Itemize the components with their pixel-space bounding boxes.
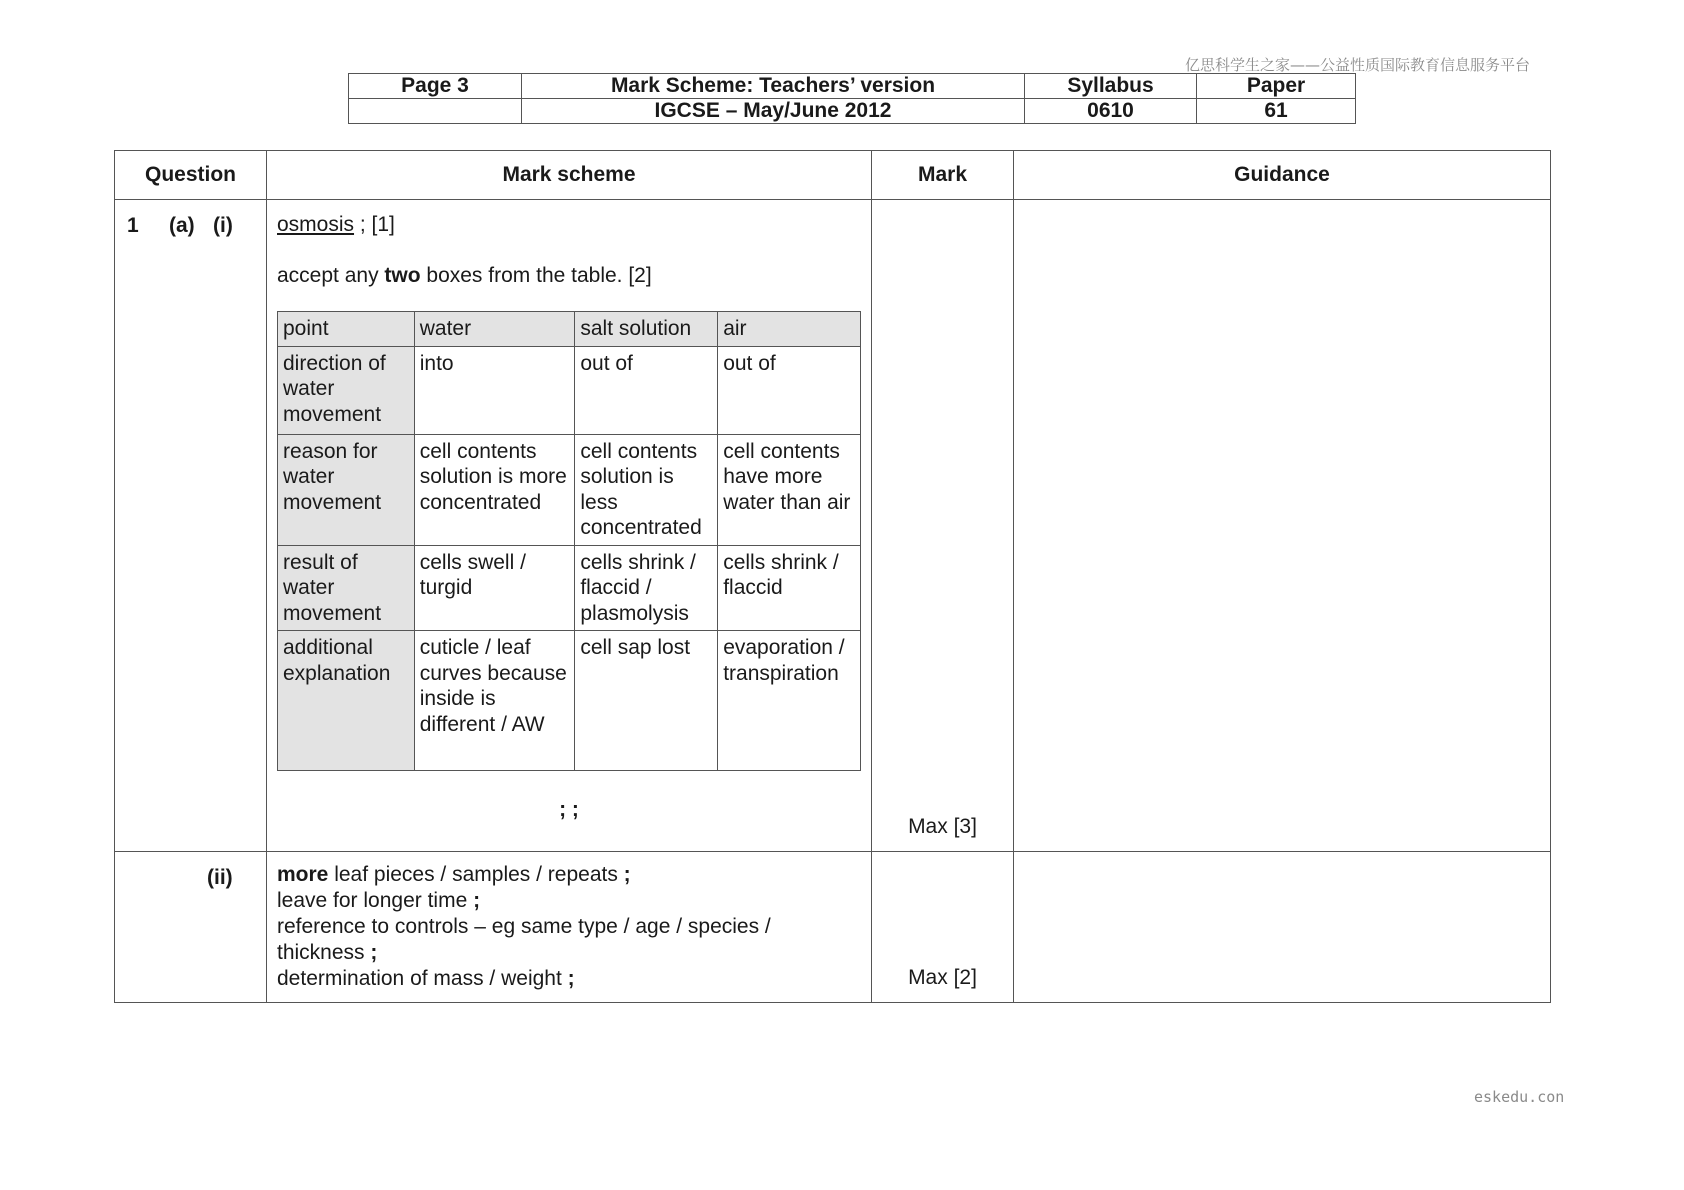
page-header-table (348, 73, 1356, 124)
marking-point: more leaf pieces / samples / repeats ; (277, 863, 631, 886)
mark-cell-1ai (872, 200, 1014, 852)
table-cell: cells swell / turgid (414, 545, 575, 631)
answer-mark: ; [1] (354, 213, 395, 236)
column-mark: Mark (872, 151, 1014, 200)
question-cell-1aii (115, 852, 267, 1003)
column-question: Question (115, 151, 267, 200)
table-cell: out of (575, 346, 718, 434)
mark-scheme-table (114, 150, 1551, 1003)
marking-point: reference to controls – eg same type / age / species / thickness ; (277, 915, 771, 964)
watermark-bottom: eskedu.con (1474, 1088, 1565, 1106)
question-part: (a) (169, 214, 195, 237)
table-cell: cells shrink / flaccid (718, 545, 861, 631)
accept-instruction (277, 263, 861, 289)
column-mark-scheme: Mark scheme (267, 151, 872, 200)
paper-label: Paper (1197, 74, 1356, 99)
row-label: reason for water movement (278, 434, 415, 545)
guidance-cell-1ai (1014, 200, 1551, 852)
question-cell-1ai (115, 200, 267, 852)
table-row (278, 631, 861, 771)
answer-line (277, 212, 861, 238)
header-point: point (278, 312, 415, 347)
table-cell: out of (718, 346, 861, 434)
table-cell: cuticle / leaf curves because inside is different / AW (414, 631, 575, 771)
table-cell: evaporation / transpiration (718, 631, 861, 771)
syllabus-label: Syllabus (1025, 74, 1197, 99)
table-row (278, 346, 861, 434)
osmosis-table-header (278, 312, 861, 347)
header-air: air (718, 312, 861, 347)
accept-text-end: boxes from the table. [2] (420, 264, 652, 287)
watermark-top: 亿思科学生之家——公益性质国际教育信息服务平台 (1185, 56, 1531, 74)
header-salt-solution: salt solution (575, 312, 718, 347)
exam-session: IGCSE – May/June 2012 (522, 99, 1025, 124)
question-subpart-ii: (ii) (207, 866, 233, 889)
table-cell: cell sap lost (575, 631, 718, 771)
document-title: Mark Scheme: Teachers’ version (522, 74, 1025, 99)
marking-points: ; ; (559, 798, 579, 821)
row-label: additional explanation (278, 631, 415, 771)
accept-bold: two (384, 264, 421, 287)
question-row-1ai (115, 200, 1551, 852)
mark-scheme-cell-1aii (267, 852, 872, 1003)
page-number: Page 3 (349, 74, 522, 99)
table-cell: cell contents solution is more concentrated (414, 434, 575, 545)
syllabus-code: 0610 (1025, 99, 1197, 124)
table-cell: into (414, 346, 575, 434)
mark-scheme-cell-1ai (267, 200, 872, 852)
accept-text: accept any (277, 264, 385, 287)
table-cell: cell contents have more water than air (718, 434, 861, 545)
row-label: direction of water movement (278, 346, 415, 434)
question-row-1aii (115, 852, 1551, 1003)
table-cell: cells shrink / flaccid / plasmolysis (575, 545, 718, 631)
paper-number: 61 (1197, 99, 1356, 124)
marking-point: leave for longer time ; (277, 889, 481, 912)
answer-osmosis: osmosis (277, 213, 355, 236)
mark-value-ii: Max [2] (908, 966, 977, 989)
table-row (278, 434, 861, 545)
osmosis-table (277, 311, 861, 771)
table-cell: cell contents solution is less concentrated (575, 434, 718, 545)
column-guidance: Guidance (1014, 151, 1551, 200)
mark-cell-1aii (872, 852, 1014, 1003)
guidance-cell-1aii (1014, 852, 1551, 1003)
question-subpart-i: (i) (213, 214, 233, 237)
header-water: water (414, 312, 575, 347)
table-row (278, 545, 861, 631)
row-label: result of water movement (278, 545, 415, 631)
question-number: 1 (127, 214, 139, 237)
page-number-blank (349, 99, 522, 124)
mark-value-i: Max [3] (908, 815, 977, 838)
marking-point: determination of mass / weight ; (277, 967, 575, 990)
